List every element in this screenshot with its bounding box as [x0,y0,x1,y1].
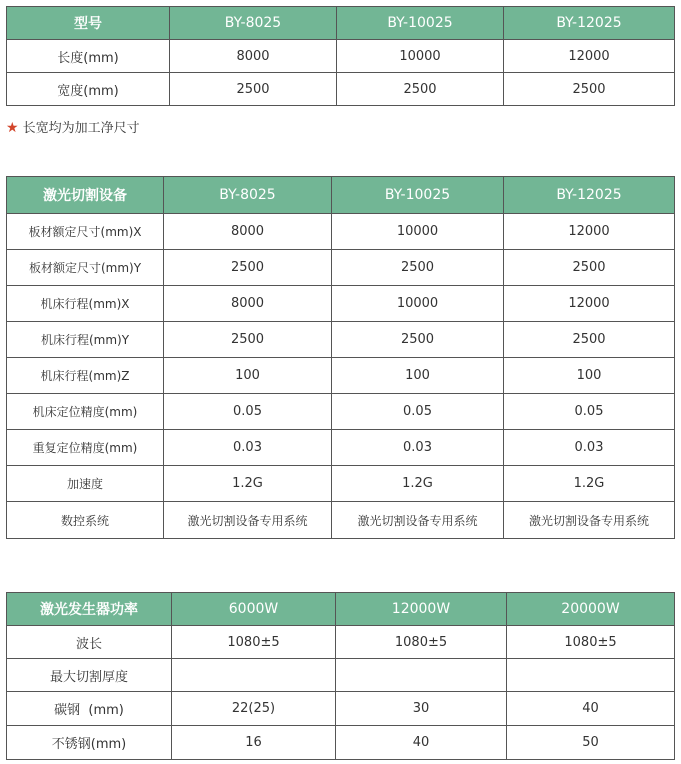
table-cell: 2500 [332,322,504,358]
table-header-row [7,7,675,40]
table-cell: 8000 [164,214,332,250]
table-cell: 8000 [164,286,332,322]
table-cell: 2500 [504,250,675,286]
table-cell: 1080±5 [336,626,507,659]
row-label: 机床行程(mm)X [7,286,164,322]
header-cell: BY-12025 [504,7,675,40]
table-cell: 1.2G [164,466,332,502]
table-cell: 0.05 [504,394,675,430]
row-label: 不锈钢(mm) [7,726,172,760]
row-label: 机床行程(mm)Z [7,358,164,394]
header-cell: BY-12025 [504,177,675,214]
header-cell: 型号 [7,7,170,40]
header-cell: BY-10025 [332,177,504,214]
row-label: 长度(mm) [7,40,170,73]
table-cell: 30 [336,692,507,726]
table-row [7,250,675,286]
header-cell: BY-8025 [164,177,332,214]
laser-cutting-spec-table [6,176,675,539]
table-row [7,73,675,106]
table-cell: 激光切割设备专用系统 [504,502,675,539]
table-cell: 40 [336,726,507,760]
row-label: 宽度(mm) [7,73,170,106]
table-cell: 100 [504,358,675,394]
table-cell: 2500 [164,250,332,286]
table-cell: 2500 [337,73,504,106]
table-cell: 0.05 [332,394,504,430]
table-row [7,358,675,394]
table-cell: 12000 [504,286,675,322]
header-cell: BY-8025 [170,7,337,40]
table-cell [336,659,507,692]
table-cell: 2500 [504,73,675,106]
table-row [7,659,675,692]
table-cell: 1.2G [332,466,504,502]
note-text: 长宽均为加工净尺寸 [22,121,140,136]
table-cell: 10000 [332,286,504,322]
table-header-row [7,593,675,626]
table-cell: 16 [172,726,336,760]
table-cell: 激光切割设备专用系统 [164,502,332,539]
table-row [7,626,675,659]
table-cell: 0.03 [164,430,332,466]
table-cell: 2500 [504,322,675,358]
table-cell: 8000 [170,40,337,73]
laser-generator-table [6,592,675,760]
table-cell: 12000 [504,40,675,73]
table-row [7,502,675,539]
table-cell: 100 [164,358,332,394]
table-cell: 12000 [504,214,675,250]
model-size-table [6,6,675,106]
row-label: 最大切割厚度 [7,659,172,692]
table-row [7,322,675,358]
header-cell: 激光发生器功率 [7,593,172,626]
header-cell: 6000W [172,593,336,626]
table-cell: 0.03 [332,430,504,466]
table-cell: 2500 [170,73,337,106]
header-cell: 12000W [336,593,507,626]
row-label: 重复定位精度(mm) [7,430,164,466]
header-cell: BY-10025 [337,7,504,40]
row-label: 加速度 [7,466,164,502]
table-cell: 50 [507,726,675,760]
header-cell: 20000W [507,593,675,626]
table-row [7,394,675,430]
table-cell: 2500 [164,322,332,358]
table-cell [172,659,336,692]
row-label: 板材额定尺寸(mm)Y [7,250,164,286]
table-cell: 1080±5 [507,626,675,659]
table-cell: 100 [332,358,504,394]
star-icon: ★ [6,120,19,136]
table-row [7,726,675,760]
table-cell: 22(25) [172,692,336,726]
table-cell: 2500 [332,250,504,286]
table-cell: 1.2G [504,466,675,502]
table-cell [507,659,675,692]
row-label: 机床行程(mm)Y [7,322,164,358]
table-row [7,40,675,73]
table-cell: 40 [507,692,675,726]
table-cell: 0.03 [504,430,675,466]
row-label: 板材额定尺寸(mm)X [7,214,164,250]
table-row [7,430,675,466]
row-label: 波长 [7,626,172,659]
table-row [7,466,675,502]
table-row [7,692,675,726]
table-header-row [7,177,675,214]
header-cell: 激光切割设备 [7,177,164,214]
table-row [7,214,675,250]
row-label: 碳钢 (mm) [7,692,172,726]
table-cell: 0.05 [164,394,332,430]
table-cell: 10000 [332,214,504,250]
table-cell: 1080±5 [172,626,336,659]
table-cell: 激光切割设备专用系统 [332,502,504,539]
table-cell: 10000 [337,40,504,73]
dimension-note [6,117,140,136]
table-row [7,286,675,322]
row-label: 机床定位精度(mm) [7,394,164,430]
row-label: 数控系统 [7,502,164,539]
